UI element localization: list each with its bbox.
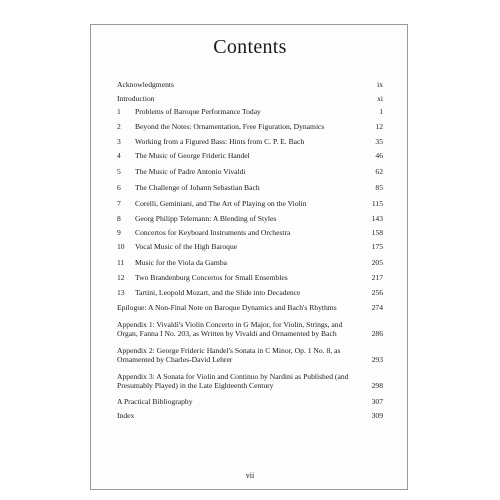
toc-entry-appendix-3: Appendix 3: A Sonata for Violin and Continuo by Nardini as Published (and Presumably Played) in the Late Eighteenth Century 298 [117, 372, 383, 390]
toc-entry-chapter: 1 Problems of Baroque Performance Today 1 [117, 107, 383, 116]
toc-entry-chapter: 10 Vocal Music of the High Baroque 175 [117, 242, 383, 251]
toc-entry-chapter: 2 Beyond the Notes: Ornamentation, Free Figuration, Dynamics 12 [117, 122, 383, 131]
toc-entry-appendix-2: Appendix 2: George Frideric Handel's Sonata in C Minor, Op. 1 No. 8, as Ornamented by Charles-David Lehrer 293 [117, 346, 383, 364]
page-number: vii [245, 471, 255, 480]
toc-entry-chapter: 6 The Challenge of Johann Sebastian Bach 85 [117, 183, 383, 192]
toc-entry-chapter: 3 Working from a Figured Bass: Hints from C. P. E. Bach 35 [117, 137, 383, 146]
toc-entry-bibliography: A Practical Bibliography 307 [117, 397, 383, 406]
toc-entry-chapter: 9 Concertos for Keyboard Instruments and Orchestra 158 [117, 228, 383, 237]
toc-entry-chapter: 4 The Music of George Frideric Handel 46 [117, 151, 383, 160]
toc-entry-chapter: 8 Georg Philipp Telemann: A Blending of Styles 143 [117, 214, 383, 223]
toc-entry-chapter: 11 Music for the Viola da Gamba 205 [117, 258, 383, 267]
toc-entry-chapter: 13 Tartini, Leopold Mozart, and the Slide into Decadence 256 [117, 288, 383, 297]
toc-entry-chapter: 5 The Music of Padre Antonio Vivaldi 62 [117, 167, 383, 176]
page-title: Contents [213, 36, 287, 58]
toc-entry-index: Index 309 [117, 411, 383, 420]
toc-entry-epilogue: Epilogue: A Non-Final Note on Baroque Dynamics and Bach's Rhythms 274 [117, 303, 383, 312]
table-of-contents [117, 80, 383, 420]
toc-entry-chapter: 7 Corelli, Geminiani, and The Art of Playing on the Violin 115 [117, 199, 383, 208]
toc-entry-appendix-1: Appendix 1: Vivaldi's Violin Concerto in G Major, for Violin, Strings, and Organ, Fanna I No. 203, as Written by Vivaldi and Ornamented by Bach 286 [117, 320, 383, 338]
toc-entry-acknowledgments: Acknowledgments ix [117, 80, 383, 89]
toc-entry-chapter: 12 Two Brandenburg Concertos for Small Ensembles 217 [117, 273, 383, 282]
toc-entry-introduction: Introduction xi [117, 94, 383, 103]
